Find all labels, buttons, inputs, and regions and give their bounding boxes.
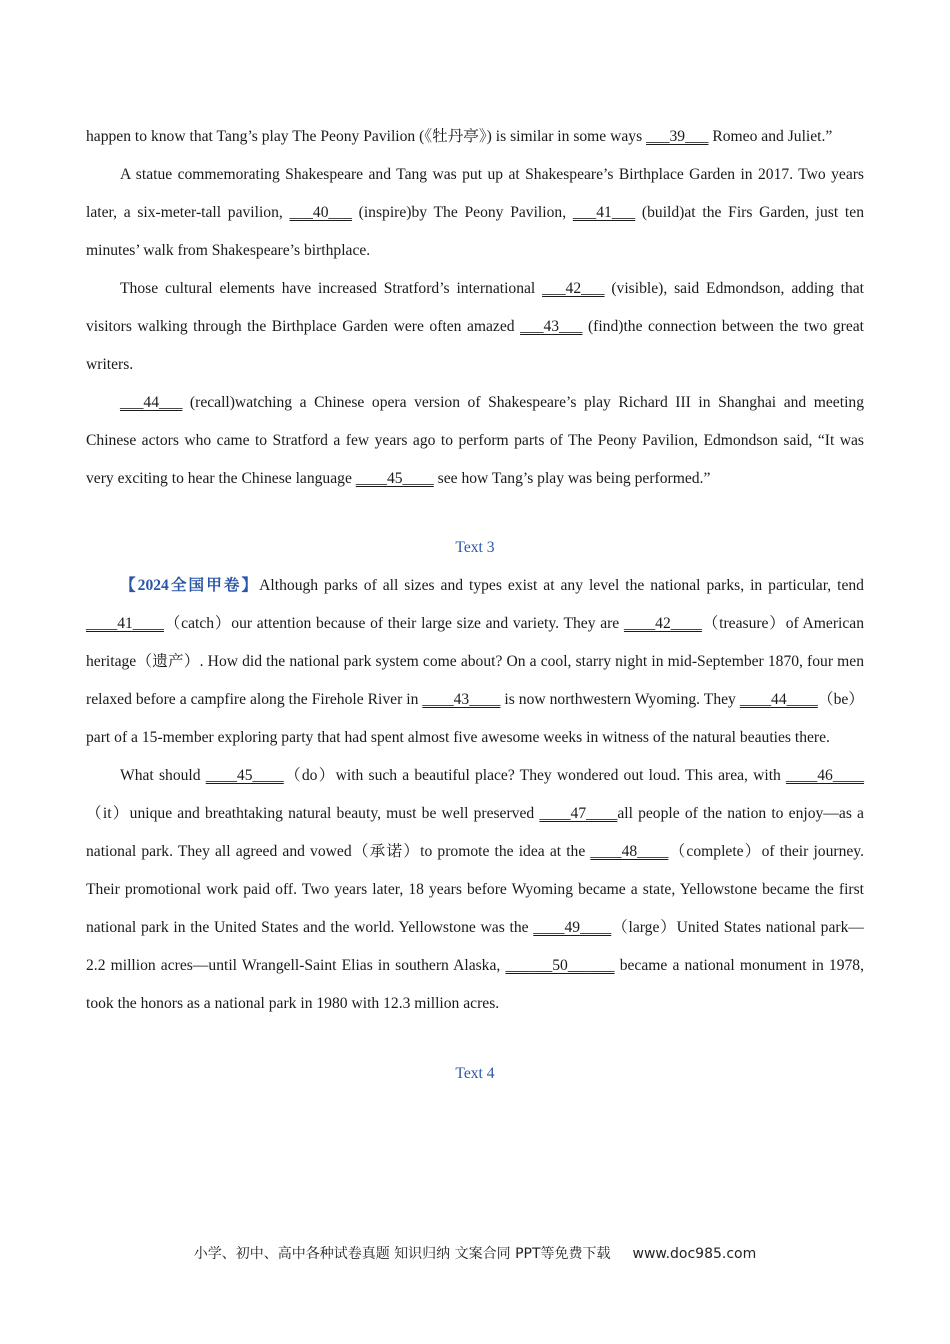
paragraph-text: What should	[120, 767, 206, 784]
answer-blank[interactable]: ___44___	[120, 394, 183, 411]
text3-section	[86, 567, 864, 1023]
answer-blank[interactable]: ______50______	[505, 957, 615, 974]
paragraph	[86, 118, 864, 156]
answer-blank[interactable]: ___41___	[572, 204, 636, 221]
paragraph	[86, 384, 864, 498]
paragraph-text: （do）with such a beautiful place? They wondered out loud. This area, with	[283, 767, 787, 784]
paragraph-text: (build)at the Firs Garden, just ten minutes’ walk from Shakespeare’s birthplace.	[86, 204, 864, 259]
paragraph-text: A statue commemorating Shakespeare and Tang was put up at Shakespeare’s Birthplace Garden in 2017. Two years later, a six-meter-tall pavilion,	[86, 166, 864, 221]
paragraph	[86, 567, 864, 757]
text4-heading: Text 4	[455, 1065, 495, 1082]
document-page	[86, 118, 864, 1093]
paragraph-text: (visible), said Edmondson, adding that visitors walking through the Birthplace Garden were often amazed	[86, 280, 865, 335]
paragraph-text: （be）part of a 15-member exploring party that had spent almost five awesome weeks in witness of the natural beauties there.	[86, 691, 864, 746]
paragraph-text: is now northwestern Wyoming. They	[500, 691, 740, 708]
answer-blank[interactable]: ____44____	[739, 691, 818, 708]
paragraph	[86, 156, 864, 270]
paragraph-text: （large）United States national park—2.2 million acres—until Wrangell-Saint Elias in southern Alaska,	[86, 919, 864, 974]
answer-blank[interactable]: ___43___	[520, 318, 583, 335]
paragraph-text: Those cultural elements have increased Stratford’s international	[120, 280, 543, 297]
answer-blank[interactable]: ____43____	[422, 691, 501, 708]
answer-blank[interactable]: ____45____	[355, 470, 434, 487]
paragraph-text: Romeo and Juliet.”	[708, 128, 833, 145]
answer-blank[interactable]: ____42____	[623, 615, 702, 632]
footer-text: 小学、初中、高中各种试卷真题 知识归纳 文案合同 PPT等免费下载	[193, 1246, 611, 1262]
answer-blank[interactable]: ____47____	[539, 805, 618, 822]
paragraph-text: became a national monument in 1978, took the honors as a national park in 1980 with 12.3 million acres.	[86, 957, 864, 1012]
paragraph-text: （catch）our attention because of their large size and variety. They are	[163, 615, 624, 632]
answer-blank[interactable]: ____41____	[86, 615, 164, 632]
paragraph-text: (recall)watching a Chinese opera version of Shakespeare’s play Richard III in Shanghai and meeting Chinese actors who came to Stratford a few years ago to perform parts of The Peony Pavilion, Edmondson said, “It was very exciting to hear the Chinese language	[86, 394, 864, 487]
answer-blank[interactable]: ____45____	[205, 767, 284, 784]
paragraph-text: (inspire)by The Peony Pavilion,	[351, 204, 573, 221]
paragraph	[86, 270, 864, 384]
paragraph-text: （it）unique and breathtaking natural beauty, must be well preserved	[86, 805, 540, 822]
text3-heading: Text 3	[455, 539, 495, 556]
paragraph-text: see how Tang’s play was being performed.”	[433, 470, 711, 487]
answer-blank[interactable]: ___39___	[646, 128, 709, 145]
paragraph-text: all people of the nation to enjoy—as a national park. They all agreed and vowed（承诺）to promote the idea at the	[86, 805, 864, 860]
page-footer	[0, 1243, 950, 1263]
exam-source-tag: 【2024全国甲卷】	[120, 577, 260, 594]
paragraph-text: (find)the connection between the two great writers.	[86, 318, 864, 373]
answer-blank[interactable]: ____48____	[590, 843, 669, 860]
answer-blank[interactable]: ____46____	[786, 767, 864, 784]
answer-blank[interactable]: ___42___	[542, 280, 605, 297]
paragraph-text: （treasure）of American heritage（遗产）. How did the national park system come about? On a cool, starry night in mid-September 1870, four men relaxed before a campfire along the Firehole River in	[86, 615, 865, 708]
text2-section	[86, 118, 864, 498]
footer-url[interactable]: www.doc985.com	[632, 1246, 757, 1262]
answer-blank[interactable]: ___40___	[289, 204, 352, 221]
paragraph	[86, 757, 864, 1023]
paragraph-text: Although parks of all sizes and types exist at any level the national parks, in particular, tend	[259, 577, 864, 594]
paragraph-text: happen to know that Tang’s play The Peony Pavilion (《牡丹亭》) is similar in some ways	[86, 128, 647, 145]
answer-blank[interactable]: ____49____	[533, 919, 612, 936]
paragraph-text: （complete）of their journey. Their promotional work paid off. Two years later, 18 years before Wyoming became a state, Yellowstone became the first national park in the United States and the world. Yellowstone was the	[86, 843, 864, 936]
